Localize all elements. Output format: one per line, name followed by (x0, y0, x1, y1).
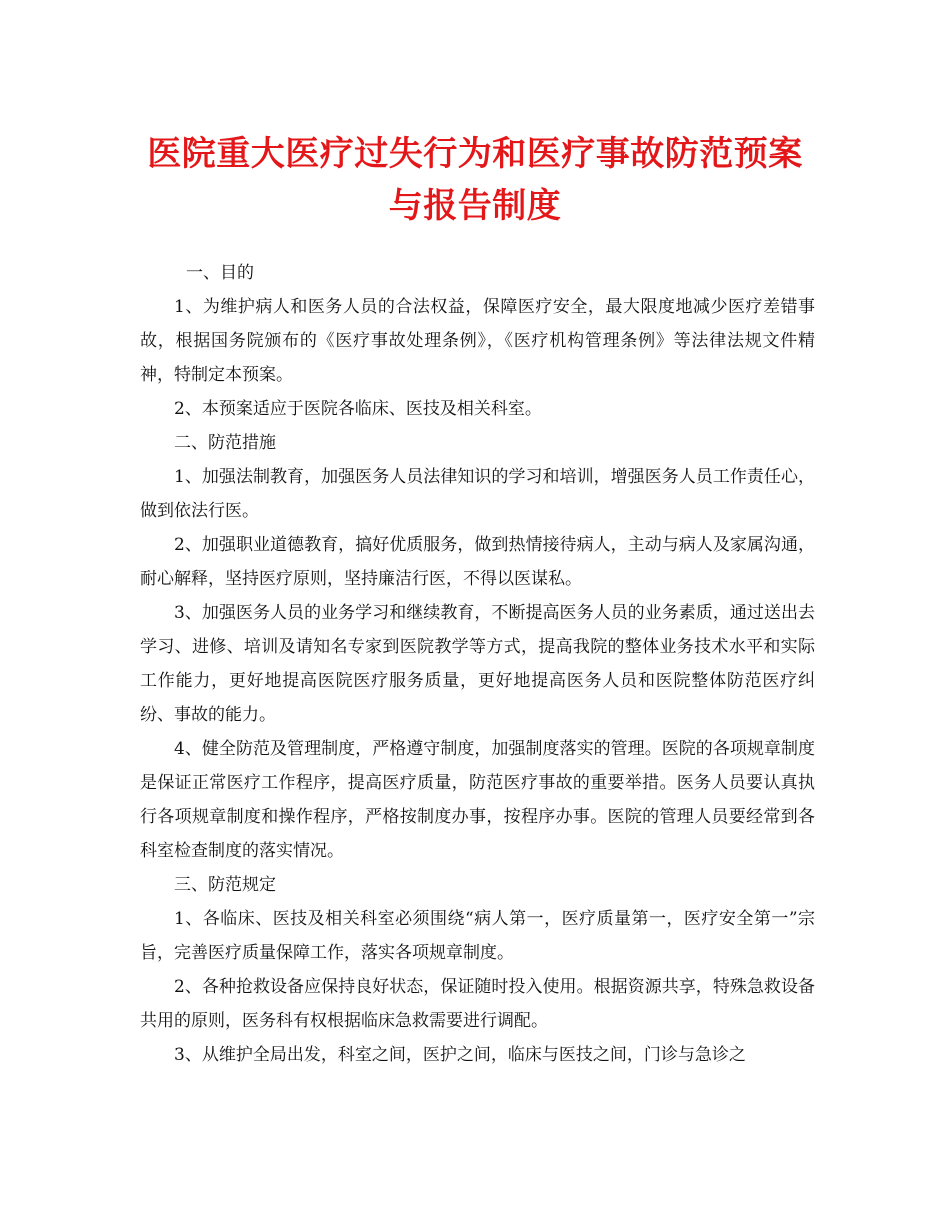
paragraph: 1、为维护病人和医务人员的合法权益，保障医疗安全，最大限度地减少医疗差错事故，根据国务院颁布的《医疗事故处理条例》，《医疗机构管理条例》等法律法规文件精神，特制定本预案。 (140, 297, 815, 385)
section-heading-purpose: 一、目的 (186, 263, 254, 283)
paragraph: 1、各临床、医技及相关科室必须围绕“病人第一，医疗质量第一，医疗安全第一”宗旨，完善医疗质量保障工作，落实各项规章制度。 (140, 909, 815, 963)
section-heading-measures: 二、防范措施 (174, 433, 276, 453)
paragraph: 2、本预案适应于医院各临床、医技及相关科室。 (174, 399, 542, 419)
paragraph: 1、加强法制教育，加强医务人员法律知识的学习和培训，增强医务人员工作责任心，做到依法行医。 (140, 467, 815, 521)
paragraph: 2、加强职业道德教育，搞好优质服务，做到热情接待病人，主动与病人及家属沟通，耐心解释，坚持医疗原则，坚持廉洁行医，不得以医谋私。 (140, 535, 815, 589)
paragraph: 3、从维护全局出发，科室之间，医护之间，临床与医技之间，门诊与急诊之 (174, 1045, 746, 1065)
document-title (100, 128, 850, 232)
paragraph: 3、加强医务人员的业务学习和继续教育，不断提高医务人员的业务素质，通过送出去学习、进修、培训及请知名专家到医院教学等方式，提高我院的整体业务技术水平和实际工作能力，更好地提高医院医疗服务质量，更好地提高医务人员和医院整体防范医疗纠纷、事故的能力。 (140, 603, 815, 725)
paragraph: 2、各种抢救设备应保持良好状态，保证随时投入使用。根据资源共享，特殊急救设备共用的原则，医务科有权根据临床急救需要进行调配。 (140, 977, 815, 1031)
title-line-2: 与报告制度 (388, 186, 562, 226)
section-heading-rules: 三、防范规定 (174, 875, 276, 895)
title-line-1: 医院重大医疗过失行为和医疗事故防范预案 (147, 134, 803, 174)
document-body (140, 256, 815, 1072)
paragraph: 4、健全防范及管理制度，严格遵守制度，加强制度落实的管理。医院的各项规章制度是保证正常医疗工作程序，提高医疗质量，防范医疗事故的重要举措。医务人员要认真执行各项规章制度和操作程序，严格按制度办事，按程序办事。医院的管理人员要经常到各科室检查制度的落实情况。 (140, 739, 815, 861)
